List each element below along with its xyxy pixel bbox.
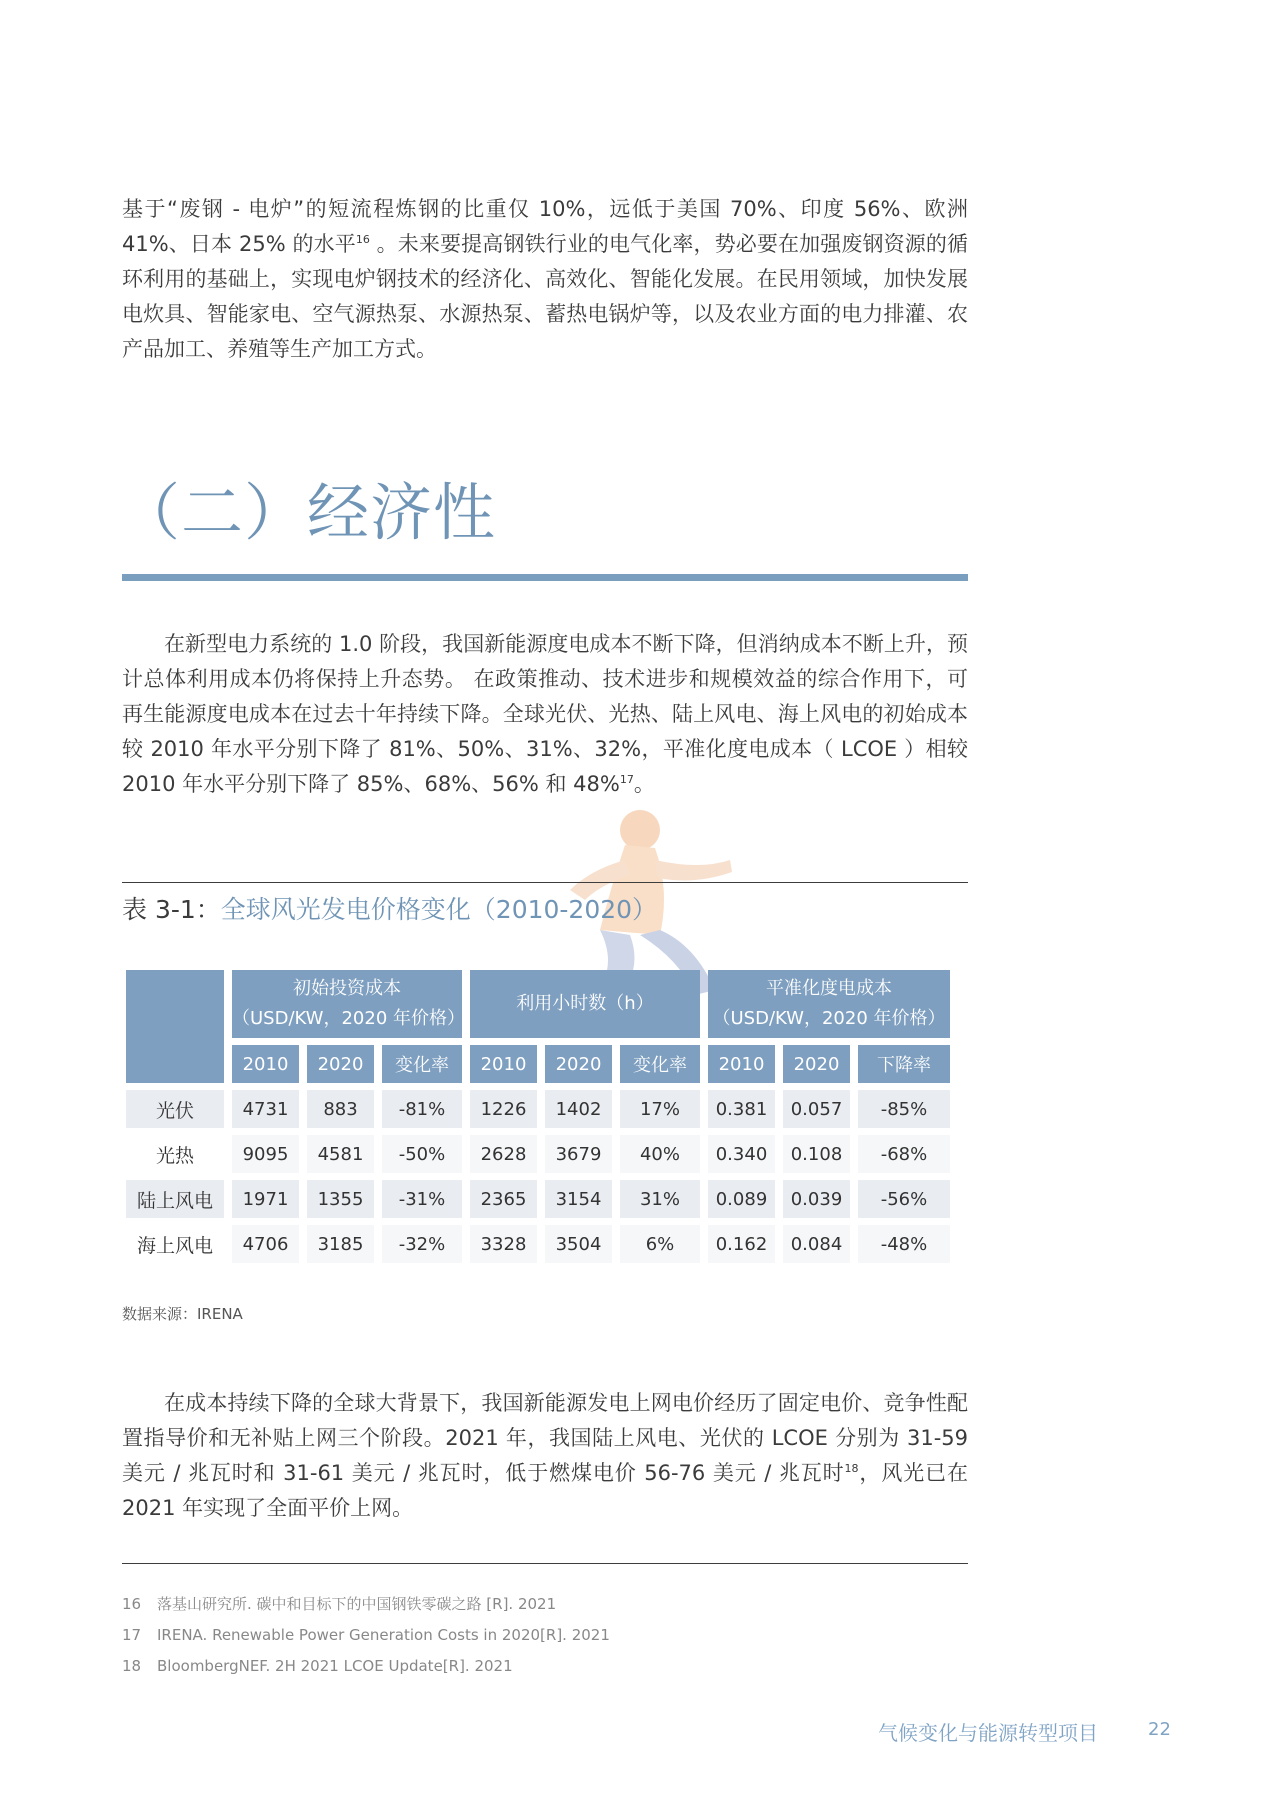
table-cell: 4706 [232, 1225, 299, 1263]
table-cell: 0.108 [783, 1135, 850, 1173]
footnote-rule [122, 1563, 968, 1564]
footnote-ref-18[interactable]: 18 [844, 1462, 859, 1475]
table-source-note: 数据来源：IRENA [122, 1305, 243, 1323]
heading-rule [122, 574, 968, 581]
table-cell: 6% [620, 1225, 700, 1263]
body-paragraph-3: 在成本持续下降的全球大背景下，我国新能源发电上网电价经历了固定电价、竞争性配置指导价和无补贴上网三个阶段。2021 年，我国陆上风电、光伏的 LCOE 分别为 31-59 美元 / 兆瓦时和 31-61 美元 / 兆瓦时，低于燃煤电价 56-76 美元 / 兆瓦时$^{18}$，风光已在 2021 年实现了全面平价上网。 [122, 1391, 969, 1520]
table-cell: -81% [382, 1090, 462, 1128]
table-cell: 3154 [545, 1180, 612, 1218]
body-paragraph-1: 基于“废钢 - 电炉”的短流程炼钢的比重仅 10%，远低于美国 70%、印度 56%、欧洲 41%、日本 25% 的水平$^{16}$ 。未来要提高钢铁行业的电气化率，势必要在加强废钢资源的循环利用的基础上，实现电炉钢技术的经济化、高效化、智能化发展。在民用领域，加快发展电炊具、智能家电、空气源热泵、水源热泵、蓄热电锅炉等，以及农业方面的电力排灌、农产品加工、养殖等生产加工方式。 [122, 197, 968, 361]
footnote-text: IRENA. Renewable Power Generation Costs in 2020[R]. 2021 [157, 1626, 610, 1644]
table-row [126, 1090, 950, 1128]
subheader-cell: 变化率 [620, 1045, 700, 1083]
group-header-lcoe: 平准化度电成本 （USD/KW，2020 年价格） [708, 970, 950, 1038]
table-cell: 1971 [232, 1180, 299, 1218]
subheader-cell: 2010 [708, 1045, 775, 1083]
footnote-number: 16 [122, 1595, 142, 1613]
table-top-rule [122, 882, 968, 883]
table-cell: 17% [620, 1090, 700, 1128]
group-header-hours: 利用小时数（h） [470, 970, 700, 1038]
table-cell: 3185 [307, 1225, 374, 1263]
table-corner-cell [126, 970, 224, 1083]
page-number: 22 [1148, 1719, 1171, 1740]
table-cell: 2628 [470, 1135, 537, 1173]
table-caption [122, 893, 657, 927]
subheader-cell: 变化率 [382, 1045, 462, 1083]
table-cell: -32% [382, 1225, 462, 1263]
table-caption-title: 全球风光发电价格变化（2010-2020） [220, 895, 658, 924]
subheader-cell: 下降率 [858, 1045, 950, 1083]
table-cell: 31% [620, 1180, 700, 1218]
table-cell: -50% [382, 1135, 462, 1173]
table-cell: 0.340 [708, 1135, 775, 1173]
table-cell: 0.381 [708, 1090, 775, 1128]
subheader-cell: 2010 [470, 1045, 537, 1083]
footnote-number: 17 [122, 1626, 142, 1644]
row-label: 陆上风电 [126, 1180, 224, 1218]
row-label: 光热 [126, 1135, 224, 1173]
footnote-ref-17[interactable]: 17 [619, 773, 634, 786]
table-cell: -56% [858, 1180, 950, 1218]
footnote-text: 落基山研究所. 碳中和目标下的中国钢铁零碳之路 [R]. 2021 [157, 1595, 557, 1613]
table-cell: 2365 [470, 1180, 537, 1218]
row-label: 光伏 [126, 1090, 224, 1128]
group-header-investment: 初始投资成本 （USD/KW，2020 年价格） [232, 970, 462, 1038]
table-cell: 4581 [307, 1135, 374, 1173]
table-caption-label: 表 3-1： [122, 895, 221, 924]
footnote-ref-16[interactable]: 16 [355, 233, 370, 246]
table-cell: 4731 [232, 1090, 299, 1128]
table-cell: 40% [620, 1135, 700, 1173]
running-title: 气候变化与能源转型项目 [878, 1721, 1098, 1745]
table-cell: 1226 [470, 1090, 537, 1128]
table-row [126, 1180, 950, 1218]
price-change-table [118, 963, 958, 1270]
table-cell: -48% [858, 1225, 950, 1263]
footnote-text: BloombergNEF. 2H 2021 LCOE Update[R]. 2021 [157, 1657, 513, 1675]
table-cell: 3679 [545, 1135, 612, 1173]
table-cell: -31% [382, 1180, 462, 1218]
table-cell: -85% [858, 1090, 950, 1128]
table-cell: 1355 [307, 1180, 374, 1218]
section-heading: （二）经济性 [118, 476, 497, 549]
footnote-17 [122, 1625, 610, 1645]
subheader-cell: 2020 [783, 1045, 850, 1083]
table-cell: 0.057 [783, 1090, 850, 1128]
table-cell: 0.089 [708, 1180, 775, 1218]
table-cell: 0.162 [708, 1225, 775, 1263]
table-row [126, 1225, 950, 1263]
footnote-18 [122, 1656, 513, 1676]
subheader-cell: 2010 [232, 1045, 299, 1083]
footnote-16 [122, 1594, 556, 1614]
body-paragraph-2: 在新型电力系统的 1.0 阶段，我国新能源度电成本不断下降，但消纳成本不断上升，预计总体利用成本仍将保持上升态势。 在政策推动、技术进步和规模效益的综合作用下，可再生能源度电成本在过去十年持续下降。全球光伏、光热、陆上风电、海上风电的初始成本较 2010 年水平分别下降了 81%、50%、31%、32%，平准化度电成本（ LCOE ）相较 2010 年水平分别下降了 85%、68%、56% 和 48%$^{17}$。 [122, 632, 968, 796]
table-row [126, 1135, 950, 1173]
table-cell: 1402 [545, 1090, 612, 1128]
footnote-number: 18 [122, 1657, 142, 1675]
table-cell: 0.039 [783, 1180, 850, 1218]
table-cell: 0.084 [783, 1225, 850, 1263]
row-label: 海上风电 [126, 1225, 224, 1263]
subheader-cell: 2020 [307, 1045, 374, 1083]
table-cell: 9095 [232, 1135, 299, 1173]
table-cell: 3504 [545, 1225, 612, 1263]
table-cell: 3328 [470, 1225, 537, 1263]
subheader-cell: 2020 [545, 1045, 612, 1083]
table-cell: 883 [307, 1090, 374, 1128]
table-cell: -68% [858, 1135, 950, 1173]
